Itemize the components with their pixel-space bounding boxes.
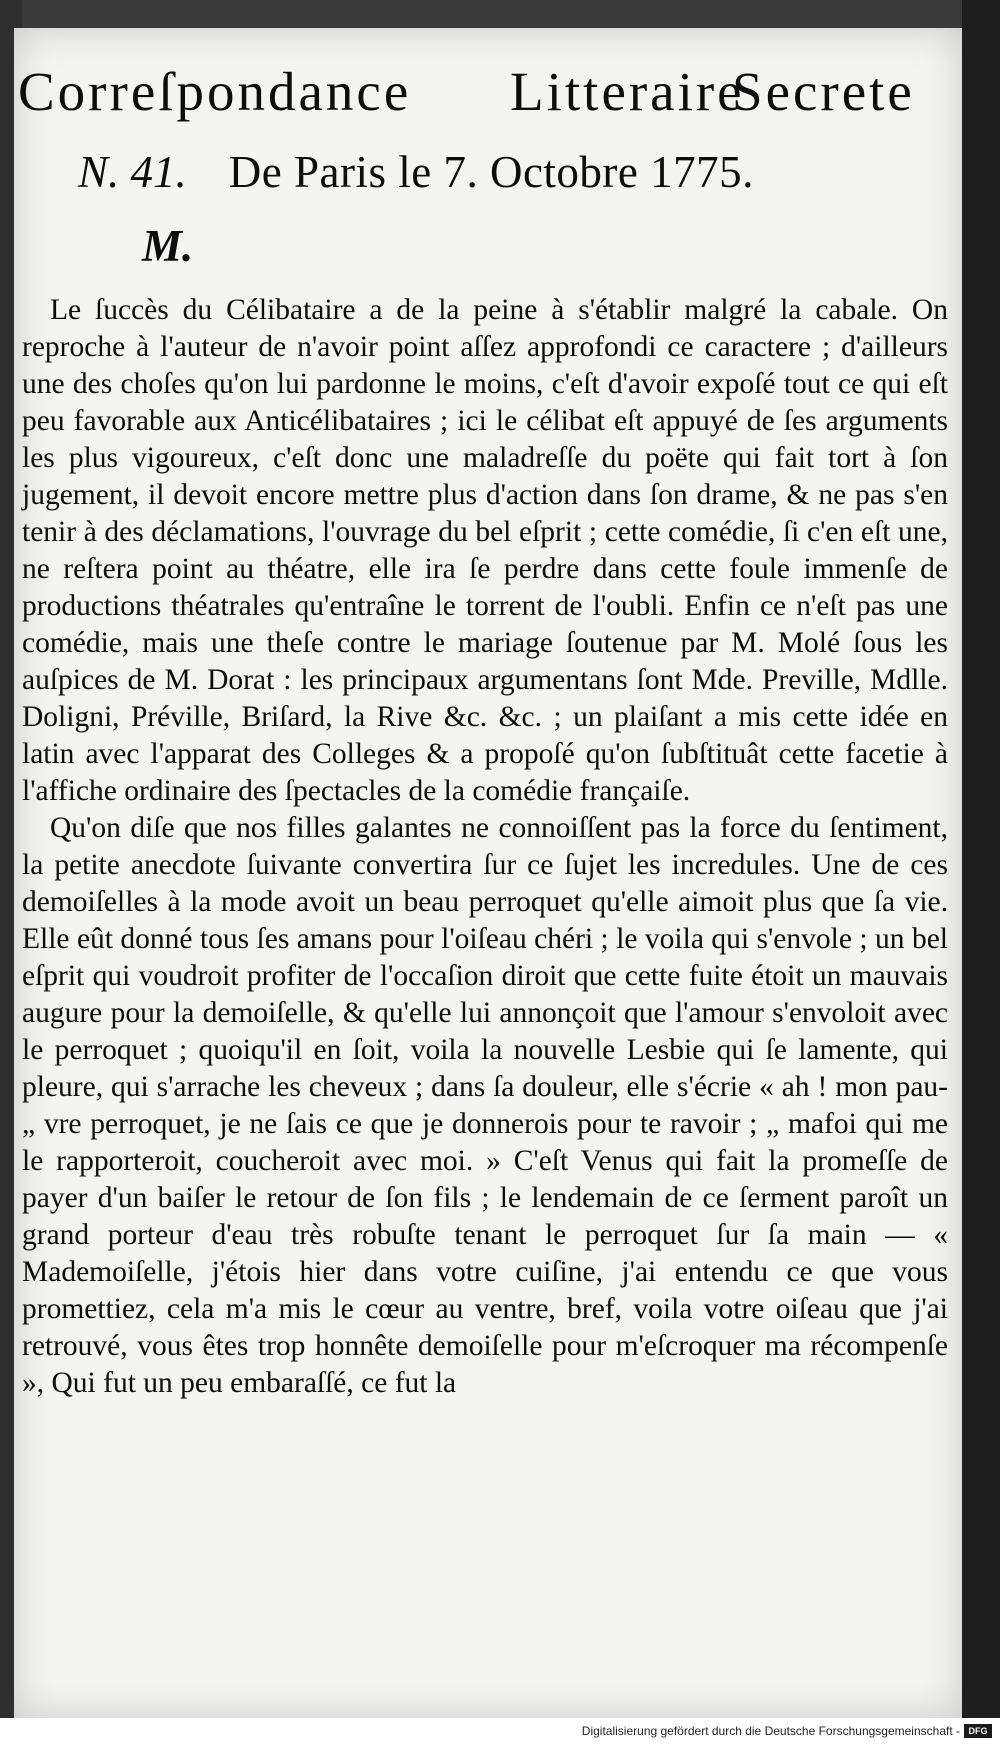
article-body [22,292,948,1402]
scan-backdrop-right [962,0,1000,1746]
salutation: M. [142,221,194,271]
place-and-date: De Paris le 7. Octobre 1775. [228,147,754,197]
title-word-correspondance: Correſpondance [18,61,412,122]
document-page [14,28,962,1718]
dfg-logo-icon: DFG [964,1724,992,1738]
digitization-footer [0,1718,1000,1746]
scan-backdrop-top [0,0,1000,30]
title-word-litteraire: Litteraire [510,61,745,122]
footer-credit: Digitalisierung gefördert durch die Deutsche Forschungsgemeinschaft - [581,1724,960,1738]
paragraph-celibataire: Le ſuccès du Célibataire a de la peine à s'établir malgré la cabale. On reproche à l'auteur de n'avoir point aſſez approfondi ce caractere ; d'ailleurs une des choſes qu'on lui pardonne le moins, c'eſt d'avoir expoſé tout ce qui eſt peu favorable aux Anticélibataires ; ici le célibat eſt appuyé de ſes arguments les plus vigoureux, c'eſt donc une maladreſſe du poëte qui fait tort à ſon jugement, il devoit encore mettre plus d'action dans ſon drame, & ne pas s'en tenir à des déclamations, l'ouvrage du bel eſprit ; cette comédie, ſi c'en eſt une, ne reſtera point au théatre, elle ira ſe perdre dans cette foule immenſe de productions théatrales qu'entraîne le torrent de l'oubli. Enfin ce n'eſt pas une comédie, mais une theſe contre le mariage ſoutenue par M. Molé ſous les auſpices de M. Dorat : les principaux argumentans ſont Mde. Preville, Mdlle. Doligni, Préville, Briſard, la Rive &c. &c. ; un plaiſant a mis cette idée en latin avec l'apparat des Colleges & a propoſé qu'on ſubſtituât cette facetie à l'affiche ordinaire des ſpectacles de la comédie françaiſe. [22,294,948,807]
paragraph-perroquet: Qu'on diſe que nos filles galantes ne connoiſſent pas la force du ſentiment, la petite anecdote ſuivante convertira ſur ce ſujet les incredules. Une de ces demoiſelles à la mode avoit un beau perroquet qu'elle aimoit plus que ſa vie. Elle eût donné tous ſes amans pour l'oiſeau chéri ; le voila qui s'envole ; un bel eſprit qui voudroit profiter de l'occaſion diroit que cette fuite étoit un mauvais augure pour la demoiſelle, & qu'elle lui annonçoit que l'amour s'envoloit avec le perroquet ; quoiqu'il en ſoit, voila la nouvelle Lesbie qui ſe lamente, qui pleure, qui s'arrache les cheveux ; dans ſa douleur, elle s'écrie « ah ! mon pau- „ vre perroquet, je ne ſais ce que je donnerois pour te ravoir ; „ mafoi qui me le rapporteroit, coucheroit avec moi. » C'eſt Venus qui fait la promeſſe de payer d'un baiſer le retour de ſon fils ; le lendemain de ce ſerment paroît un grand porteur d'eau très robuſte tenant le perroquet ſur ſa main — « Mademoiſelle, j'étois hier dans votre cuiſine, j'ai entendu ce que vous promettiez, cela m'a mis le cœur au ventre, bref, voila votre oiſeau que j'ai retrouvé, vous êtes trop honnête demoiſelle pour m'eſcroquer ma récompenſe », Qui fut un peu embaraſſé, ce fut la [22,812,948,1399]
dateline [78,146,938,198]
issue-number: N. 41. [78,147,187,197]
title-word-secrete: Secrete [732,61,915,122]
